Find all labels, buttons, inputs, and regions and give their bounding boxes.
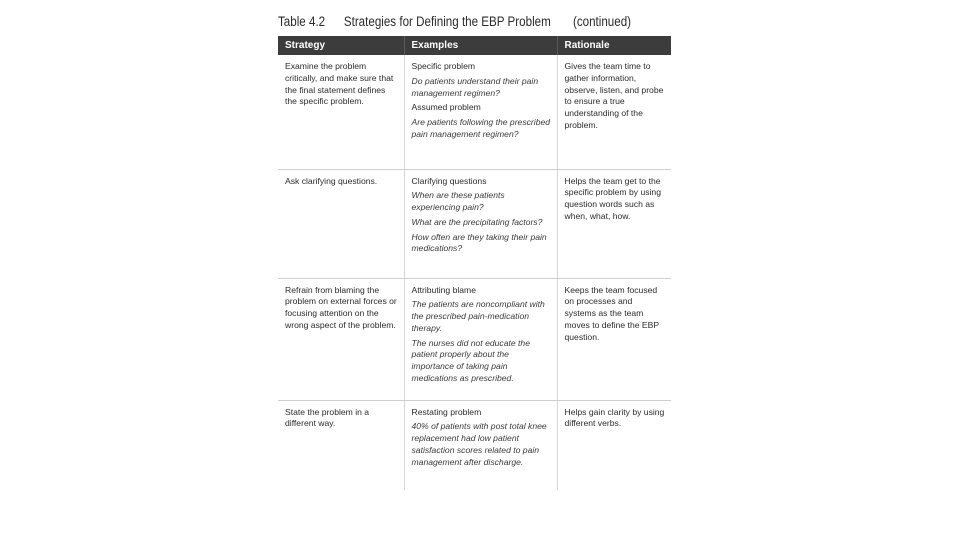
strategy-text: State the problem in a different way. — [285, 406, 370, 429]
rationale-cell — [557, 55, 671, 169]
strategy-cell — [278, 400, 404, 490]
table-row — [278, 278, 671, 400]
example-statement: The patients are noncompliant with the prescribed pain-medication therapy. — [411, 299, 545, 333]
strategy-cell — [278, 169, 404, 278]
strategy-cell — [278, 278, 404, 400]
header-examples: Examples — [404, 36, 557, 55]
examples-cell — [404, 278, 557, 400]
examples-cell — [404, 400, 557, 490]
examples-cell — [404, 169, 557, 278]
example-heading: Assumed problem — [411, 102, 481, 113]
strategy-cell — [278, 55, 404, 169]
table-header-row — [278, 36, 671, 55]
rationale-text: Helps gain clarity by using different verbs. — [564, 406, 665, 429]
example-question: What are the precipitating factors? — [411, 216, 543, 227]
rationale-text: Keeps the team focused on processes and systems as the team moves to define the EBP question. — [564, 284, 659, 342]
table-row — [278, 169, 671, 278]
header-strategy: Strategy — [278, 36, 404, 55]
strategy-text: Refrain from blaming the problem on external forces or focusing attention on the wrong aspect of the problem. — [285, 284, 397, 330]
example-statement: 40% of patients with post total knee replacement had low patient satisfaction scores related to pain management after discharge. — [411, 421, 547, 467]
example-heading: Clarifying questions — [411, 175, 487, 186]
rationale-text: Helps the team get to the specific problem by using question words such as when, what, how. — [564, 175, 661, 221]
example-heading: Specific problem — [411, 61, 476, 71]
table-number: Table 4.2 — [278, 14, 326, 29]
rationale-cell — [557, 278, 671, 400]
strategy-text: Examine the problem critically, and make sure that the final statement defines the specific problem. — [285, 61, 394, 107]
table-title: Strategies for Defining the EBP Problem — [343, 14, 551, 29]
table-caption — [278, 14, 631, 29]
rationale-cell — [557, 400, 671, 490]
table-continued-label: (continued) — [572, 14, 632, 29]
strategy-text: Ask clarifying questions. — [285, 175, 378, 186]
example-heading: Restating problem — [411, 406, 482, 417]
example-question: When are these patients experiencing pain? — [411, 190, 505, 213]
strategies-table — [278, 36, 671, 490]
rationale-text: Gives the team time to gather information, observe, listen, and probe to ensure a true understanding of the problem. — [564, 61, 664, 130]
examples-cell — [404, 55, 557, 169]
table-row — [278, 55, 671, 169]
table-row — [278, 400, 671, 490]
example-statement: The nurses did not educate the patient properly about the importance of taking pain medications as prescribed. — [411, 337, 530, 384]
example-heading: Attributing blame — [411, 284, 476, 295]
example-question: Do patients understand their pain management regimen? — [411, 75, 539, 98]
rationale-cell — [557, 169, 671, 278]
header-rationale: Rationale — [557, 36, 671, 55]
example-question: How often are they taking their pain medications? — [411, 231, 547, 254]
example-question: Are patients following the prescribed pain management regimen? — [411, 117, 551, 139]
